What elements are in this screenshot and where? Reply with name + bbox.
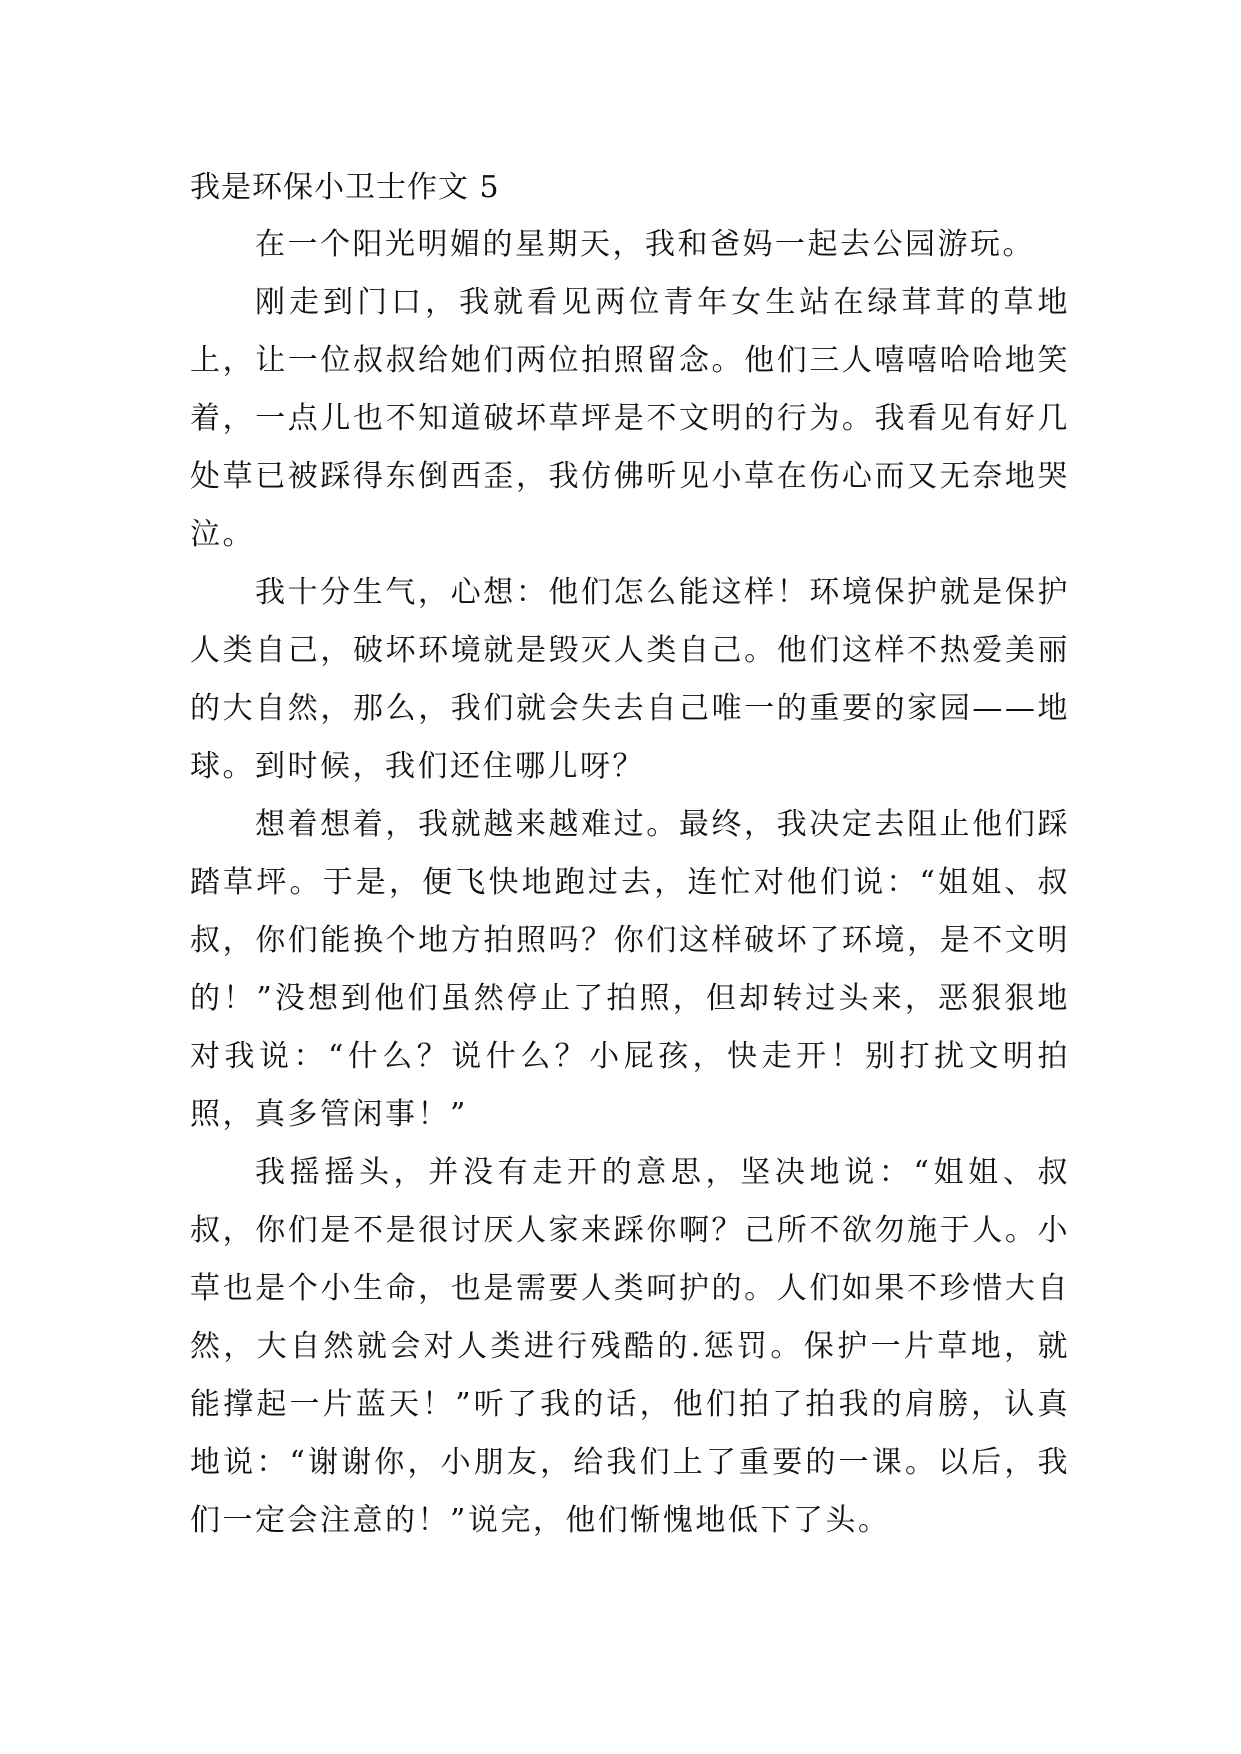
document-title: 我是环保小卫士作文 5 (190, 170, 500, 205)
paragraph-3: 我十分生气，心想：他们怎么能这样！环境保护就是保护人类自己，破坏环境就是毁灭人类自己。他们这样不热爱美丽的大自然，那么，我们就会失去自己唯一的重要的家园——地球。到时候，我们还住哪儿呀？ (190, 575, 1070, 784)
paragraph-1: 在一个阳光明媚的星期天，我和爸妈一起去公园游玩。 (255, 227, 1035, 262)
paragraph-4: 想着想着，我就越来越难过。最终，我决定去阻止他们踩踏草坪。于是，便飞快地跑过去，连忙对他们说：“姐姐、叔叔，你们能换个地方拍照吗？你们这样破坏了环境，是不文明的！”没想到他们虽然停止了拍照，但却转过头来，恶狠狠地对我说：“什么？说什么？小屁孩，快走开！别打扰文明拍照，真多管闲事！” (190, 807, 1070, 1132)
paragraph-5: 我摇摇头，并没有走开的意思，坚决地说：“姐姐、叔叔，你们是不是很讨厌人家来踩你啊？己所不欲勿施于人。小草也是个小生命，也是需要人类呵护的。人们如果不珍惜大自然，大自然就会对人类进行残酷的.惩罚。保护一片草地，就能撑起一片蓝天！”听了我的话，他们拍了拍我的肩膀，认真地说：“谢谢你，小朋友，给我们上了重要的一课。以后，我们一定会注意的！”说完，他们惭愧地低下了头。 (190, 1155, 1070, 1538)
paragraph-2: 刚走到门口，我就看见两位青年女生站在绿茸茸的草地上，让一位叔叔给她们两位拍照留念。他们三人嘻嘻哈哈地笑着，一点儿也不知道破坏草坪是不文明的行为。我看见有好几处草已被踩得东倒西歪，我仿佛听见小草在伤心而又无奈地哭泣。 (190, 285, 1070, 552)
document-body (190, 160, 1070, 1550)
